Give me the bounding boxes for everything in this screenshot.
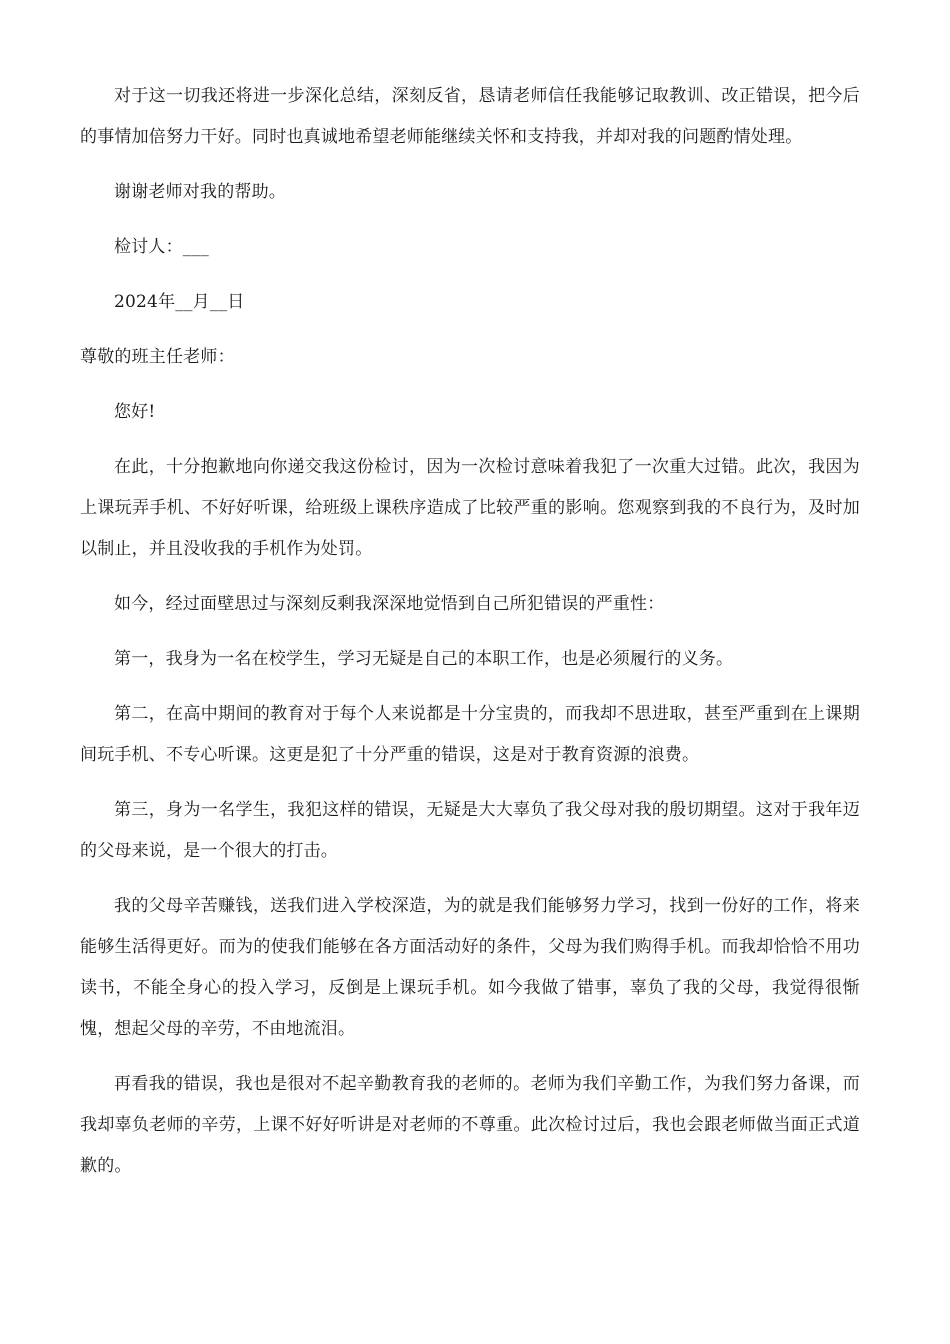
- signature-line: 检讨人：___: [114, 237, 209, 257]
- body-paragraph-third: 第三，身为一名学生，我犯这样的错误，无疑是大大辜负了我父母对我的殷切期望。这对于我年迈的父母来说，是一个很大的打击。: [80, 800, 860, 861]
- salutation: 尊敬的班主任老师：: [80, 347, 235, 367]
- body-paragraph-intro: 在此，十分抱歉地向你递交我这份检讨，因为一次检讨意味着我犯了一次重大过错。此次，我因为上课玩弄手机、不好好听课，给班级上课秩序造成了比较严重的影响。您观察到我的不良行为，及时加以制止，并且没收我的手机作为处罚。: [80, 457, 860, 559]
- thanks-line: 谢谢老师对我的帮助。: [114, 182, 286, 202]
- date-line: 2024年__月__日: [114, 292, 245, 312]
- body-paragraph-reflection: 如今，经过面壁思过与深刻反剩我深深地觉悟到自己所犯错误的严重性：: [114, 594, 665, 614]
- document-page: [80, 76, 860, 1201]
- greeting: 您好!: [114, 402, 156, 422]
- closing-paragraph: 对于这一切我还将进一步深化总结，深刻反省，恳请老师信任我能够记取教训、改正错误，把今后的事情加倍努力干好。同时也真诚地希望老师能继续关怀和支持我，并却对我的问题酌情处理。: [80, 86, 860, 147]
- body-paragraph-parents: 我的父母辛苦赚钱，送我们进入学校深造，为的就是我们能够努力学习，找到一份好的工作，将来能够生活得更好。而为的使我们能够在各方面活动好的条件，父母为我们购得手机。而我却恰恰不用功读书，不能全身心的投入学习，反倒是上课玩手机。如今我做了错事，辜负了我的父母，我觉得很惭愧，想起父母的辛劳，不由地流泪。: [80, 896, 860, 1039]
- body-paragraph-second: 第二，在高中期间的教育对于每个人来说都是十分宝贵的，而我却不思进取，甚至严重到在上课期间玩手机、不专心听课。这更是犯了十分严重的错误，这是对于教育资源的浪费。: [80, 704, 860, 765]
- body-paragraph-first: 第一，我身为一名在校学生，学习无疑是自己的本职工作，也是必须履行的义务。: [114, 649, 734, 669]
- body-paragraph-teacher: 再看我的错误，我也是很对不起辛勤教育我的老师的。老师为我们辛勤工作，为我们努力备课，而我却辜负老师的辛劳，上课不好好听讲是对老师的不尊重。此次检讨过后，我也会跟老师做当面正式道歉的。: [80, 1074, 860, 1176]
